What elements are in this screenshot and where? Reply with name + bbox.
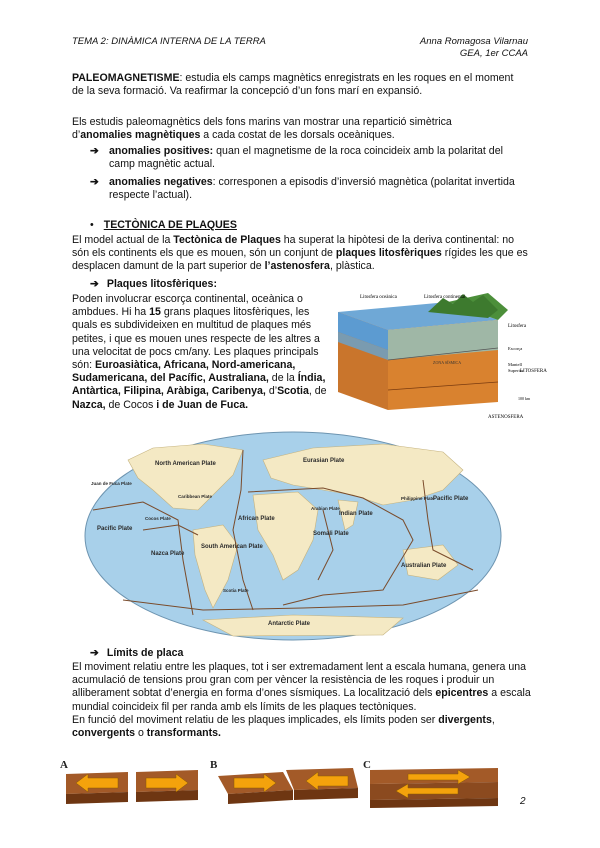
text-run: Poden involucrar escorça continental, oceànica o ambdues. Hi ha	[72, 293, 303, 319]
text-run: , plàstica.	[329, 260, 375, 273]
label-superior: Superior	[508, 368, 524, 373]
anomaly-text: quan el magnetisme de la roca coincideix amb la polaritat del camp magnètic actual.	[109, 145, 503, 171]
label-astenosfera: ASTENOSFERA	[488, 415, 524, 420]
limits-title: Límits de placa	[106, 647, 184, 659]
label-antarctic: Antarctic Plate	[268, 621, 311, 627]
text-bold: epicentres	[435, 687, 489, 700]
page-number: 2	[520, 796, 526, 807]
header-left: TEMA 2: DINÀMICA INTERNA DE LA TERRA	[72, 36, 266, 47]
label-arabian: Arabian Plate	[311, 506, 340, 511]
text-bold: Índia, Antàrtica, Filipina, Aràbiga, Caribenya,	[72, 372, 326, 398]
text-run: En funció del moviment relatiu de les plaques implicades, els límits poden ser	[72, 713, 439, 726]
anomaly-term: anomalies positives:	[109, 145, 214, 157]
text-run: , de	[308, 385, 327, 398]
label-a: A	[60, 759, 68, 771]
label-pacific-left: Pacific Plate	[97, 526, 133, 532]
header-right-1: Anna Romagosa Vilarnau	[419, 36, 528, 47]
text-run: de la	[268, 372, 298, 385]
text-bold: Scotia	[277, 385, 309, 398]
studies-term: anomalies magnètiques	[80, 129, 201, 142]
text-run: El model actual de la	[72, 234, 174, 246]
label-indian: Indian Plate	[339, 511, 373, 517]
paleo-paragraph	[72, 72, 528, 98]
text-run: d’	[265, 385, 278, 398]
arrow-icon: ➔	[90, 647, 99, 659]
label-mantell: Mantell	[508, 362, 522, 367]
text-run: ,	[491, 713, 495, 726]
plaques-heading	[90, 278, 217, 291]
label-african: African Plate	[238, 516, 275, 522]
studies-line2-post: a cada costat de les dorsals oceàniques.	[200, 129, 395, 142]
label-c: C	[363, 759, 371, 771]
text-bold: i de Juan de Fuca.	[156, 398, 249, 411]
convergent-diagram	[218, 768, 358, 804]
studies-line1: Els estudis paleomagnètics dels fons marins van mostrar una repartició simètrica	[72, 116, 452, 128]
label-litosfera-caps: LITOSFERA	[520, 369, 547, 374]
bullet-icon: •	[90, 219, 94, 231]
divergent-diagram	[66, 770, 198, 804]
label-south-american: South American Plate	[201, 544, 263, 550]
label-depth: 100 km	[518, 396, 531, 401]
studies-paragraph	[72, 116, 528, 142]
anomaly-term: anomalies negatives	[109, 176, 213, 188]
studies-line2-pre: d’	[72, 129, 81, 142]
text-bold: divergents	[438, 713, 492, 726]
paleo-term: PALEOMAGNETISME	[72, 72, 180, 84]
arrow-icon: ➔	[90, 145, 99, 157]
tectonic-plates-map	[83, 430, 503, 642]
boundary-types-illustration	[58, 756, 538, 812]
text-bold: Tectònica de Plaques	[173, 234, 281, 246]
text-bold: l’astenosfera	[264, 260, 330, 273]
paleo-text: : estudia els camps magnètics enregistrats en les roques en el moment de la seva formació. Va reafirmar la concepció d’un fons marí en expansió.	[72, 72, 514, 98]
label-caribbean: Caribbean Plate	[178, 494, 213, 499]
label-escorca: Escorça	[508, 346, 523, 351]
lithosphere-section-diagram	[338, 290, 548, 420]
label-nazca: Nazca Plate	[151, 551, 185, 557]
label-pacific-right: Pacific Plate	[433, 496, 469, 502]
label-zona-sismica: ZONA SÍSMICA	[433, 360, 462, 365]
limits-heading	[90, 647, 183, 660]
label-juan-de-fuca: Juan de Fuca Plate	[91, 481, 132, 486]
text-run: ha superat la hipòtesi de la deriva continental: no són els continents els que es mouen, són un conjunt de	[72, 234, 515, 260]
plaques-title: Plaques litosfèriques:	[106, 278, 217, 290]
plaques-paragraph	[72, 293, 332, 412]
label-oceanic: Litosfera oceànica	[360, 295, 397, 300]
text-run: rígides les que es desplacen damunt de la part superior de	[72, 247, 528, 273]
text-bold: Euroasiàtica, Africana, Nord-americana, Sudamericana, del Pacífic, Australiana,	[72, 359, 296, 385]
text-run: a escala mundial coincideix fil per randa amb els límits de les plaques tectòniques.	[72, 687, 531, 713]
tectonics-paragraph	[72, 234, 530, 274]
label-scotia: Scotia Plate	[223, 588, 249, 593]
label-eurasian: Eurasian Plate	[303, 458, 345, 464]
tectonics-heading-text: TECTÒNICA DE PLAQUES	[103, 219, 237, 231]
text-bold: Nazca,	[72, 398, 106, 411]
arrow-icon: ➔	[90, 278, 99, 290]
text-bold: convergents	[72, 727, 135, 740]
label-philippine: Philippine Plate	[401, 496, 435, 501]
text-run: o	[135, 727, 147, 740]
text-run: grans plaques litosfèriques, les quals es subdivideixen en multitud de plaques més petites, i que es mouen unes respecte de les altres a una velocitat de pocs cm/any. Les plaques principals són:	[72, 306, 320, 372]
limits-paragraph	[72, 661, 532, 740]
anomaly-item-negative	[90, 176, 530, 202]
transform-diagram	[370, 768, 498, 808]
text-run: de Cocos	[105, 398, 157, 411]
text-run: El moviment relatiu entre les plaques, tot i ser extremadament lent a escala humana, genera una acumulació de tensions prou gran com per vèncer la resistència de les roques i produir un alliberament sobtat d’energia en forma d’ones sísmiques. La localització dels	[72, 661, 527, 700]
text-bold: plaques litosfèriques	[335, 247, 442, 260]
label-litosfera: Litosfera	[508, 324, 527, 329]
anomaly-text: : corresponen a episodis d’inversió magnètica (polaritat invertida respecte l’actual).	[109, 176, 515, 202]
label-b: B	[210, 759, 218, 771]
label-somali: Somali Plate	[313, 531, 349, 537]
text-bold: transformants.	[146, 727, 221, 740]
label-north-american: North American Plate	[155, 461, 216, 467]
label-cocos: Cocos Plate	[145, 516, 171, 521]
anomaly-item-positive	[90, 145, 530, 171]
text-bold: 15	[149, 306, 161, 319]
arrow-icon: ➔	[90, 176, 99, 188]
label-continental: Litosfera continental	[424, 295, 466, 300]
header-right-2: GEA, 1er CCAA	[459, 48, 528, 59]
label-australian: Australian Plate	[401, 563, 447, 569]
tectonics-heading	[90, 219, 237, 232]
